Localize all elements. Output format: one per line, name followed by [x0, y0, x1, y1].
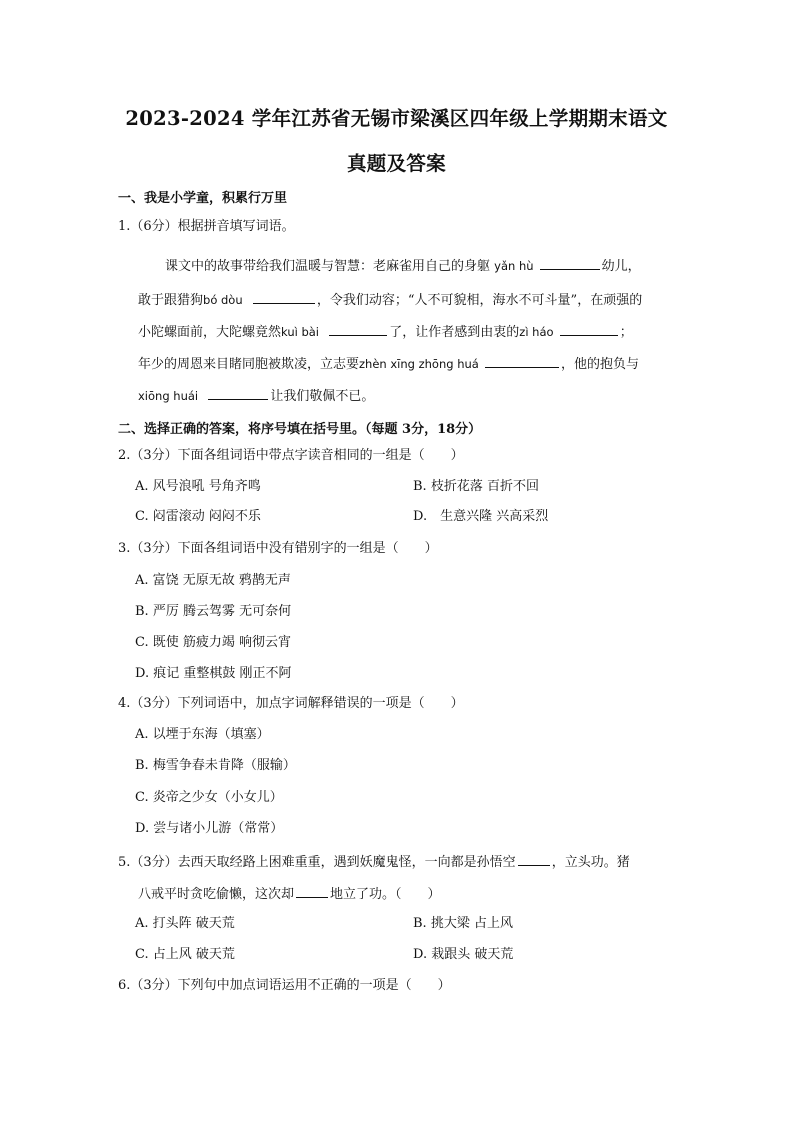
question-1-line-3: 小陀螺面前，大陀螺竟然kuì bài 了，让作者感到由衷的zì háo ；: [138, 322, 633, 342]
question-5-option-d: D. 栽跟头 破天荒: [413, 947, 514, 962]
question-5-option-c: C. 占上风 破天荒: [135, 947, 235, 962]
pinyin: zhèn xīng zhōng huá: [359, 357, 479, 371]
answer-blank[interactable]: [485, 354, 559, 368]
answer-blank[interactable]: [540, 256, 600, 270]
question-4-stem: 4.（3分）下列词语中，加点字词解释错误的一项是（ ）: [118, 696, 464, 711]
question-4-option-b: B. 梅雪争春未肯降（服输）: [135, 758, 296, 773]
question-4-option-a: A. 以堙于东海（填塞）: [135, 727, 270, 742]
answer-blank[interactable]: [253, 290, 315, 304]
question-1-line-1: 课文中的故事带给我们温暖与智慧：老麻雀用自己的身躯 yǎn hù 幼儿，: [165, 256, 641, 276]
section-heading-2: 二、选择正确的答案，将序号填在括号里。（每题 3分，18分）: [118, 422, 482, 437]
question-4-option-d: D. 尝与诸小儿游（常常）: [135, 821, 284, 836]
answer-blank[interactable]: [296, 884, 328, 898]
pinyin: xiōng huái: [138, 389, 199, 403]
pinyin: bó dòu: [203, 293, 243, 307]
question-1-stem: 1.（6分）根据拼音填写词语。: [118, 219, 295, 234]
answer-blank[interactable]: [329, 322, 387, 336]
question-3-option-c: C. 既使 筋疲力竭 响彻云宵: [135, 635, 292, 650]
question-5-option-a: A. 打头阵 破天荒: [135, 916, 235, 931]
pinyin: yǎn hù: [494, 259, 534, 273]
answer-blank[interactable]: [560, 322, 618, 336]
question-3-option-a: A. 富饶 无原无故 鸦鹊无声: [135, 573, 291, 588]
question-2-option-d: D. 生意兴隆 兴高采烈: [413, 509, 549, 524]
question-5-option-b: B. 挑大梁 占上风: [413, 916, 513, 931]
question-2-option-b: B. 枝折花落 百折不回: [413, 479, 539, 494]
answer-blank[interactable]: [518, 852, 550, 866]
pinyin: kuì bài: [281, 325, 320, 339]
question-5-stem-line-2: 八戒平时贪吃偷懒，这次却 地立了功。（ ）: [138, 884, 441, 904]
page-title-line2: 真题及答案: [346, 152, 446, 175]
question-3-option-d: D. 痕记 重整棋鼓 刚正不阿: [135, 666, 292, 681]
page-title: 2023-2024 学年江苏省无锡市梁溪区四年级上学期期末语文: [125, 107, 668, 130]
question-1-line-4: 年少的周恩来目睹同胞被欺凌，立志要zhèn xīng zhōng huá ，他的抱负与: [138, 354, 639, 374]
question-2-stem: 2.（3分）下面各组词语中带点字读音相同的一组是（ ）: [118, 448, 464, 463]
question-4-option-c: C. 炎帝之少女（小女儿）: [135, 790, 283, 805]
question-3-option-b: B. 严厉 腾云驾雾 无可奈何: [135, 604, 292, 619]
question-2-option-a: A. 风号浪吼 号角齐鸣: [135, 479, 261, 494]
question-5-stem-line-1: 5.（3分）去西天取经路上困难重重，遇到妖魔鬼怪，一向都是孙悟空 ，立头功。猪: [118, 852, 630, 872]
question-2-option-c: C. 闷雷滚动 闷闷不乐: [135, 509, 261, 524]
answer-blank[interactable]: [208, 386, 268, 400]
question-3-stem: 3.（3分）下面各组词语中没有错别字的一组是（ ）: [118, 541, 438, 556]
question-1-line-5: xiōng huái 让我们敬佩不已。: [138, 386, 374, 406]
question-6-stem: 6.（3分）下列句中加点词语运用不正确的一项是（ ）: [118, 978, 451, 993]
pinyin: zì háo: [519, 325, 554, 339]
question-1-line-2: 敢于跟猎狗bó dòu ，令我们动容；“人不可貌相，海水不可斗量”，在顽强的: [138, 290, 642, 310]
section-heading-1: 一、我是小学童，积累行万里: [118, 191, 288, 206]
